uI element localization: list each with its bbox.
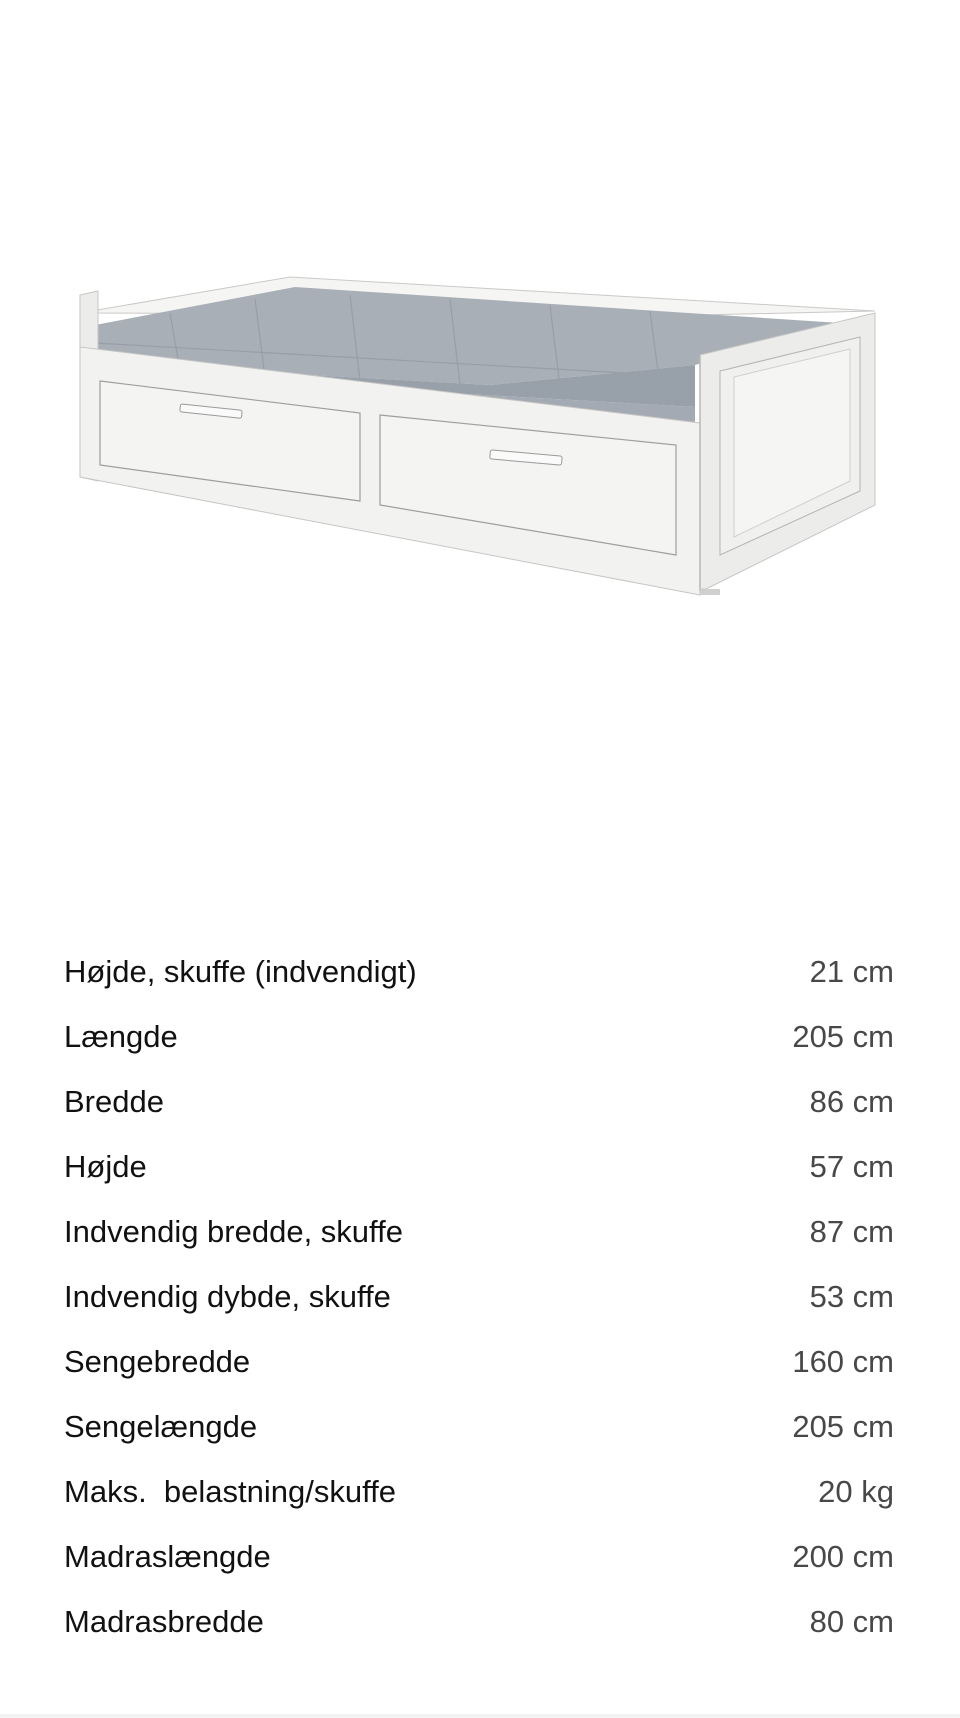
spec-value: 80 cm [809,1604,894,1639]
spec-label: Indvendig dybde, skuffe [64,1279,391,1314]
spec-row-bed-width [64,1329,894,1394]
spec-label: Sengelængde [64,1409,258,1444]
spec-row-mattress-length [64,1524,894,1589]
spec-label: Sengebredde [64,1344,251,1379]
bottom-divider [0,1714,960,1718]
spec-label: Indvendig bredde, skuffe [64,1214,403,1249]
spec-value: 200 cm [792,1539,894,1574]
daybed-with-drawers-image [60,255,890,650]
spec-value: 205 cm [792,1409,894,1444]
product-image [60,255,890,650]
spec-row-height [64,1134,894,1199]
spec-label: Madraslængde [64,1539,271,1574]
spec-label: Maks. belastning/skuffe [64,1474,396,1509]
spec-row-drawer-inner-height [64,939,894,1004]
spec-row-mattress-width [64,1589,894,1654]
spec-value: 21 cm [809,954,894,989]
spec-value: 160 cm [792,1344,894,1379]
spec-label: Længde [64,1019,178,1054]
spec-row-length [64,1004,894,1069]
spec-row-max-load-drawer [64,1459,894,1524]
spec-value: 87 cm [809,1214,894,1249]
spec-value: 20 kg [818,1474,894,1509]
specifications-list [64,939,894,1654]
spec-row-bed-length [64,1394,894,1459]
spec-value: 57 cm [809,1149,894,1184]
spec-label: Madrasbredde [64,1604,264,1639]
spec-value: 205 cm [792,1019,894,1054]
spec-row-width [64,1069,894,1134]
spec-row-drawer-inner-width [64,1199,894,1264]
spec-label: Bredde [64,1084,164,1119]
spec-label: Højde [64,1149,147,1184]
spec-row-drawer-inner-depth [64,1264,894,1329]
spec-value: 53 cm [809,1279,894,1314]
spec-label: Højde, skuffe (indvendigt) [64,954,417,989]
spec-value: 86 cm [809,1084,894,1119]
